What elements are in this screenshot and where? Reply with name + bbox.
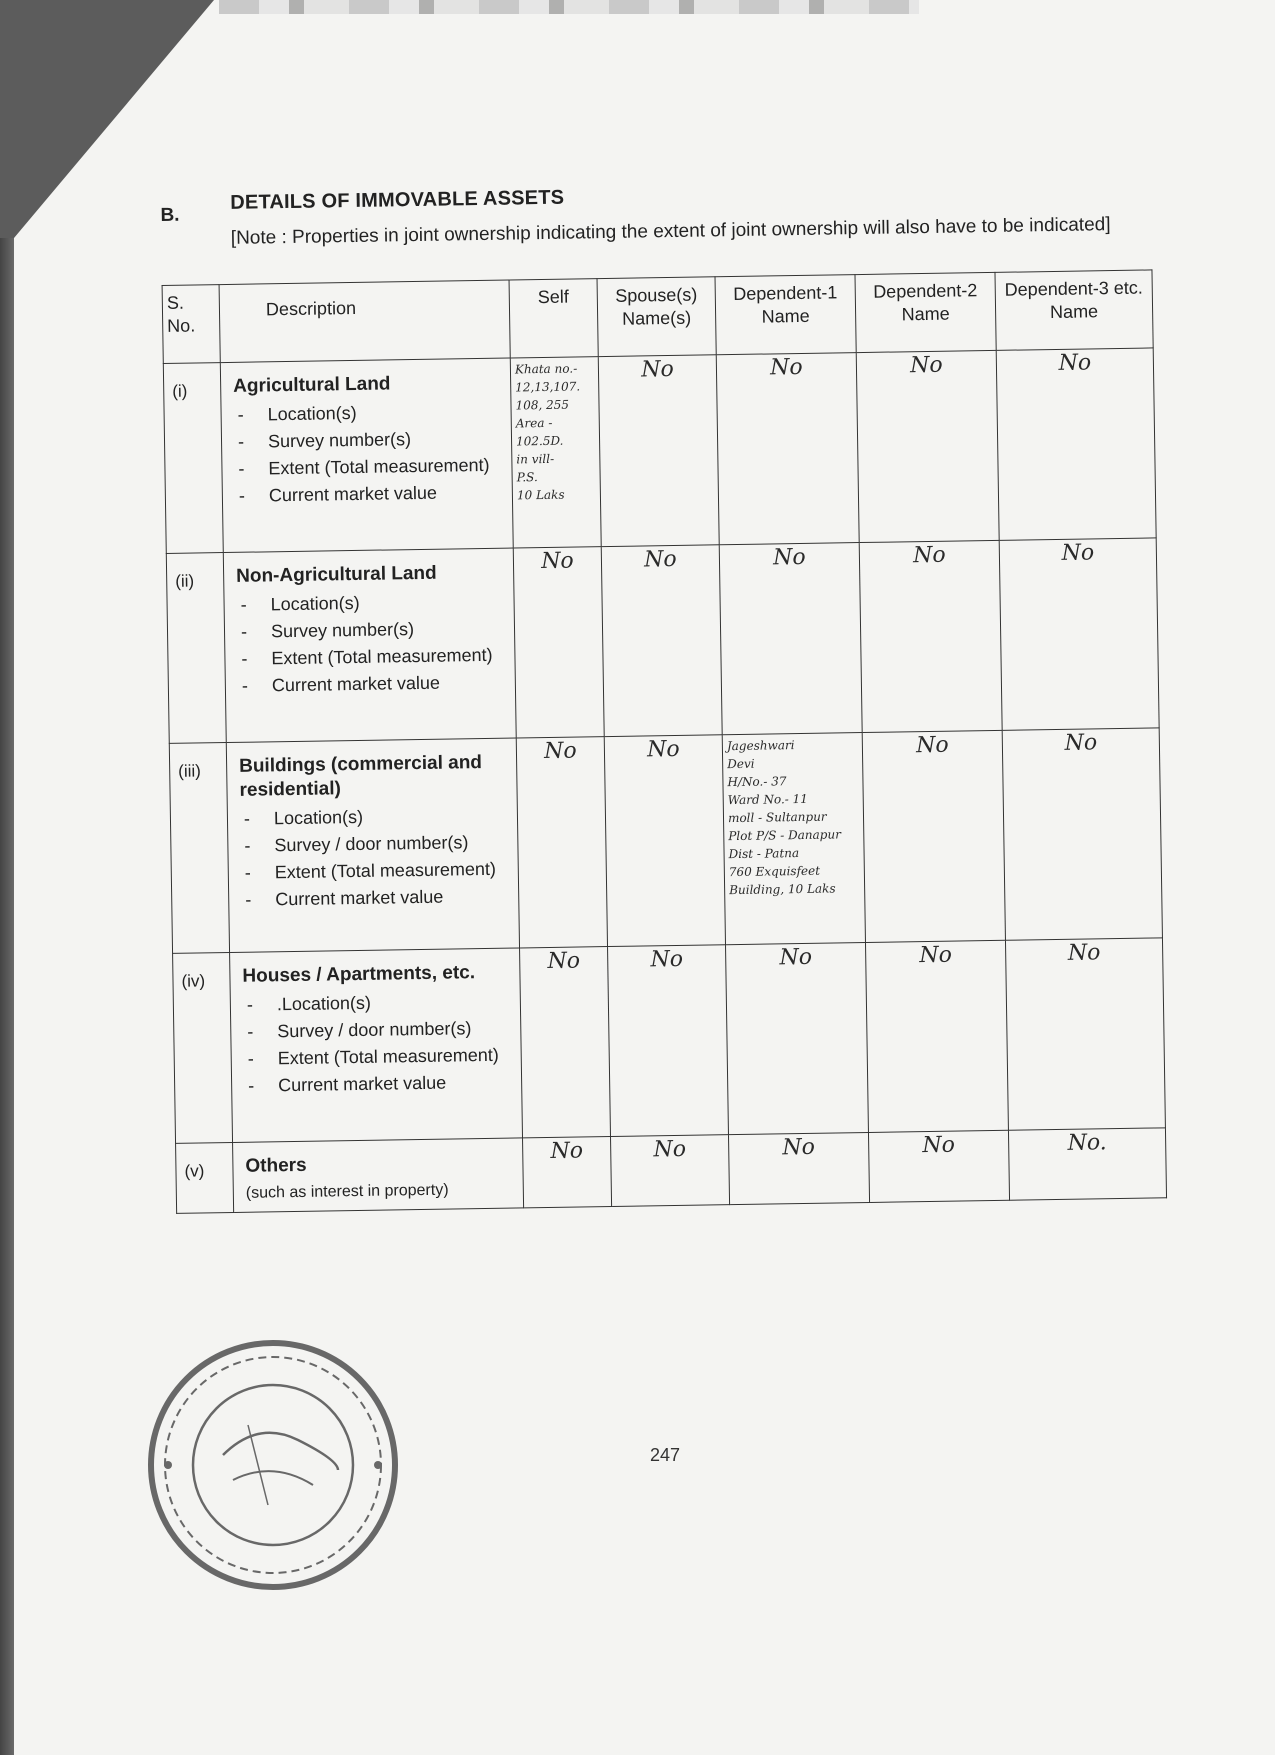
- row-description: [223, 548, 516, 743]
- row-description: [230, 948, 523, 1143]
- handwritten-line: P.S.: [516, 470, 538, 485]
- handwritten-line: moll - Sultanpur: [727, 809, 827, 826]
- row-item: - .Location(s): [243, 990, 510, 1016]
- header-dependent-2: Dependent-2 Name: [855, 272, 996, 352]
- table-row: [169, 728, 1162, 954]
- row-title: Non-Agricultural Land: [235, 562, 437, 587]
- row-sno: (v): [176, 1142, 234, 1213]
- row-title: Others: [245, 1154, 307, 1177]
- scan-strip: [219, 0, 919, 14]
- row-item: - Extent (Total measurement): [241, 858, 508, 884]
- row-sno: (i): [163, 363, 223, 554]
- cell-spouse: No: [608, 945, 729, 1137]
- table-row: [166, 538, 1159, 744]
- cell-self: No: [523, 1137, 612, 1208]
- header-dependent-1: Dependent-1 Name: [715, 275, 856, 355]
- row-item: - Location(s): [236, 590, 503, 616]
- row-title: Houses / Apartments, etc.: [242, 962, 476, 987]
- immovable-assets-table: [162, 269, 1167, 1213]
- cell-dependent-3: No: [996, 348, 1156, 540]
- cell-self: [510, 357, 601, 548]
- row-item-list: [240, 804, 509, 911]
- cell-dependent-1: No: [719, 543, 862, 735]
- handwritten-line: 108, 255: [515, 397, 570, 413]
- cell-dependent-2: No: [868, 1130, 1009, 1202]
- cell-dependent-2: No: [859, 540, 1002, 732]
- row-item: - Location(s): [233, 400, 500, 426]
- handwritten-line: Ward No.- 11: [727, 791, 808, 808]
- header-self: Self: [509, 279, 598, 358]
- row-subtitle: (such as interest in property): [245, 1181, 449, 1202]
- row-title: Agricultural Land: [233, 373, 391, 397]
- cell-dependent-2: No: [865, 940, 1008, 1132]
- row-item: - Current market value: [244, 1071, 511, 1097]
- row-item: - Extent (Total measurement): [234, 454, 501, 480]
- cell-dependent-3: No: [999, 538, 1159, 730]
- cell-self: No: [520, 947, 611, 1138]
- cell-dependent-1: [722, 733, 865, 945]
- cell-spouse: No: [601, 545, 722, 737]
- handwritten-line: Area -: [515, 415, 553, 431]
- row-item: - Location(s): [240, 804, 507, 830]
- cell-spouse: No: [598, 355, 719, 547]
- row-item: - Current market value: [241, 885, 508, 911]
- handwritten-line: Dist - Patna: [728, 846, 800, 862]
- row-item: - Current market value: [235, 481, 502, 507]
- cell-dependent-1: No: [716, 353, 859, 545]
- row-item: - Extent (Total measurement): [244, 1044, 511, 1070]
- cell-spouse: No: [604, 735, 725, 947]
- handwritten-line: in vill-: [516, 451, 555, 467]
- official-seal-stamp: [138, 1330, 408, 1600]
- table-row: [163, 348, 1156, 554]
- cell-dependent-3: No: [1005, 938, 1165, 1130]
- row-item: - Survey number(s): [237, 617, 504, 643]
- page-edge-shadow: [0, 238, 14, 1755]
- row-item-list: [236, 590, 505, 697]
- section-note: [Note : Properties in joint ownership indicating the extent of joint ownership will also have to be indicated]: [230, 214, 1111, 249]
- row-description: [233, 1138, 524, 1213]
- handwritten-line: 12,13,107.: [515, 379, 581, 395]
- handwritten-line: Devi: [727, 756, 755, 772]
- cell-self: No: [516, 737, 607, 948]
- header-dependent-3: Dependent-3 etc. Name: [995, 270, 1153, 350]
- row-item: - Survey / door number(s): [240, 831, 507, 857]
- cell-dependent-1: No: [726, 943, 869, 1135]
- row-item: - Extent (Total measurement): [237, 644, 504, 670]
- handwritten-line: 760 Exquisfeet: [728, 863, 821, 880]
- header-spouse: Spouse(s) Name(s): [597, 277, 716, 357]
- table-row: [173, 938, 1166, 1144]
- cell-dependent-2: No: [856, 350, 999, 542]
- row-item: - Survey number(s): [234, 427, 501, 453]
- cell-dependent-3: No: [1002, 728, 1162, 940]
- handwritten-line: 102.5D.: [515, 433, 564, 449]
- row-sno: (iv): [173, 953, 233, 1144]
- handwritten-line: Plot P/S - Danapur: [728, 827, 842, 844]
- cell-self: No: [513, 547, 604, 738]
- row-item: - Survey / door number(s): [243, 1017, 510, 1043]
- row-sno: (ii): [166, 553, 226, 744]
- row-sno: (iii): [169, 743, 229, 954]
- handwritten-line: Khata no.-: [514, 361, 578, 377]
- row-item: - Current market value: [238, 671, 505, 697]
- handwritten-line: H/No.- 37: [727, 774, 787, 790]
- cell-spouse: No: [611, 1135, 730, 1207]
- handwritten-line: Building, 10 Laks: [729, 881, 836, 898]
- cell-dependent-3: No.: [1008, 1128, 1166, 1200]
- row-title: Buildings (commercial and residential): [238, 752, 483, 801]
- row-item-list: [243, 990, 512, 1097]
- section-title: DETAILS OF IMMOVABLE ASSETS: [230, 186, 565, 214]
- header-sno: S. No.: [162, 285, 220, 364]
- row-description: [226, 738, 519, 953]
- handwritten-line: Jageshwari: [726, 738, 795, 754]
- row-item-list: [233, 400, 502, 507]
- page-number: 247: [650, 1445, 681, 1465]
- header-description: Description: [219, 280, 510, 363]
- section-letter: B.: [160, 204, 180, 226]
- table-row: [176, 1128, 1167, 1214]
- cell-dependent-1: No: [728, 1132, 869, 1204]
- cell-dependent-2: No: [862, 730, 1005, 942]
- row-description: [220, 358, 513, 553]
- handwritten-line: 10 Laks: [516, 487, 565, 503]
